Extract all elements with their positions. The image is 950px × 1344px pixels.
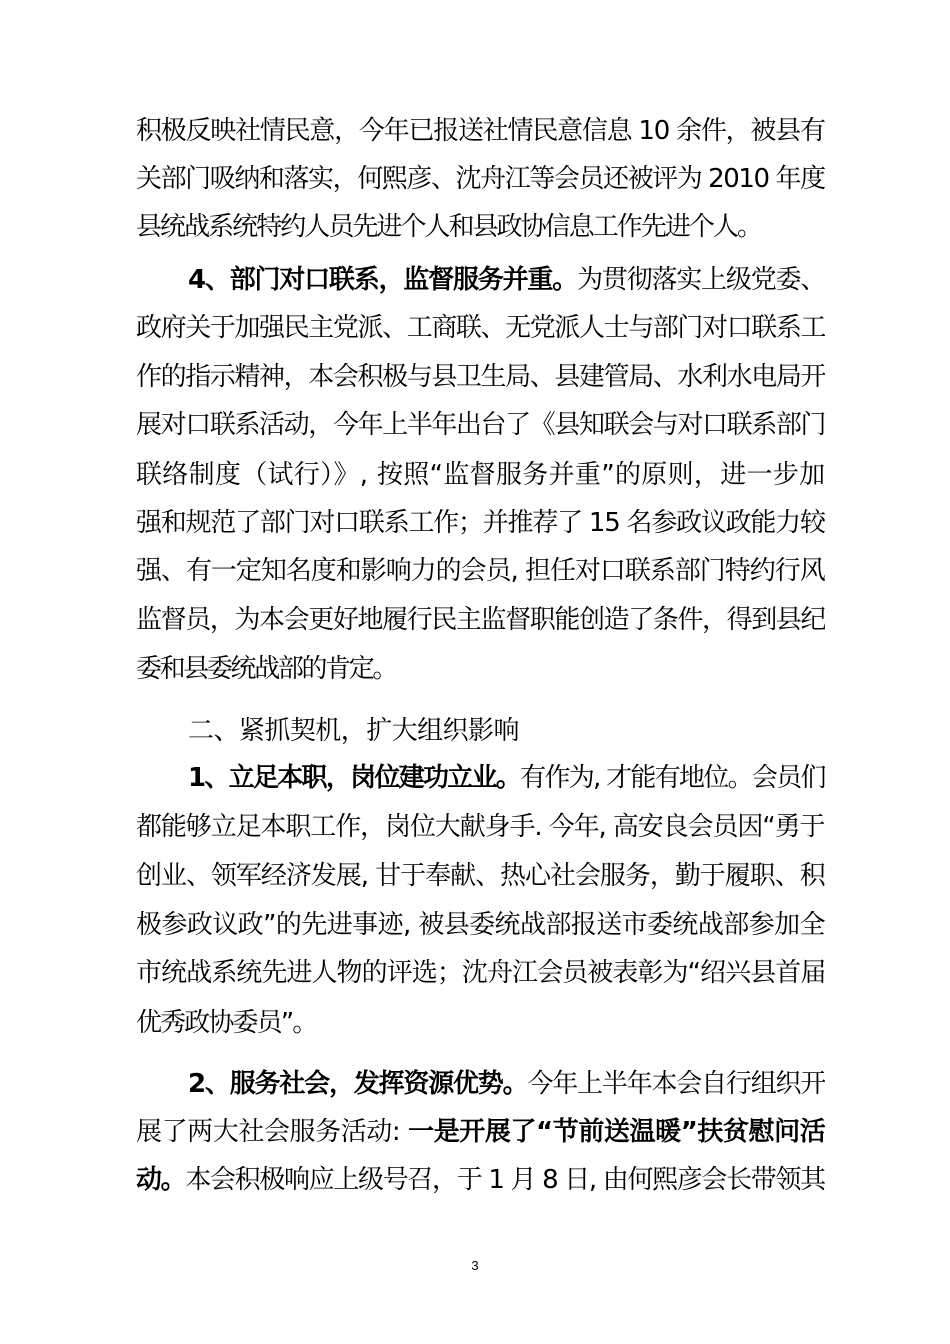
text-line	[188, 1064, 825, 1104]
bold-text-run: 动。	[136, 1165, 186, 1195]
text-run: 委和县委统战部的肯定。	[136, 654, 397, 684]
text-line	[136, 1003, 316, 1043]
text-run: 关部门吸纳和落实，何熙彦、沈舟江等会员还被评为 2010 年度	[136, 164, 825, 194]
bold-text-run: 4、部门对口联系，监督服务并重。	[188, 265, 578, 295]
text-run: 县统战系统特约人员先进个人和县政协信息工作先进个人。	[136, 212, 762, 242]
text-run: 强和规范了部门对口联系工作；并推荐了 15 名参政议政能力较	[136, 508, 825, 538]
text-line	[188, 711, 519, 751]
text-run: 优秀政协委员”。	[136, 1008, 317, 1038]
text-line	[136, 856, 825, 896]
text-run: 二、紧抓契机，扩大组织影响	[188, 716, 519, 746]
text-line	[136, 649, 396, 689]
text-run: 联络制度（试行）》, 按照“监督服务并重”的原则，进一步加	[136, 460, 826, 490]
text-line	[136, 1160, 825, 1200]
text-run: 本会积极响应上级号召，于 1 月 8 日, 由何熙彦会长带领其	[185, 1165, 825, 1195]
text-line	[136, 953, 825, 993]
bold-text-run: 一是开展了“节前送温暖”扶贫慰问活	[408, 1117, 826, 1147]
bold-text-run: 1、立足本职，岗位建功立业。	[188, 763, 521, 793]
text-run: 创业、领军经济发展, 甘于奉献、热心社会服务，勤于履职、积	[136, 861, 825, 891]
text-line	[136, 207, 761, 247]
text-run: 有作为, 才能有地位。会员们	[520, 763, 825, 793]
text-run: 市统战系统先进人物的评选；沈舟江会员被表彰为“绍兴县首届	[136, 958, 826, 988]
text-line	[136, 405, 825, 445]
text-line	[188, 260, 825, 300]
text-run: 极参政议政”的先进事迹, 被县委统战部报送市委统战部参加全	[136, 910, 825, 940]
text-run: 展对口联系活动，今年上半年出台了《县知联会与对口联系部门	[136, 410, 826, 440]
text-run: 强、有一定知名度和影响力的会员, 担任对口联系部门特约行风	[136, 556, 825, 586]
text-run: 都能够立足本职工作，岗位大献身手. 今年, 高安良会员因“勇于	[136, 812, 825, 842]
text-run: 积极反映社情民意，今年已报送社情民意信息 10 余件，被县有	[136, 116, 825, 146]
page-number: 3	[471, 1258, 479, 1273]
text-line	[136, 308, 825, 348]
text-line	[136, 357, 825, 397]
text-line	[136, 905, 825, 945]
text-line	[136, 503, 825, 543]
text-run: 政府关于加强民主党派、工商联、无党派人士与部门对口联系工	[136, 313, 826, 343]
text-line	[136, 551, 825, 591]
text-line	[136, 600, 825, 640]
text-run: 展了两大社会服务活动:	[136, 1117, 409, 1147]
text-line	[136, 807, 824, 847]
text-run: 今年上半年本会自行组织开	[527, 1069, 826, 1099]
text-run: 作的指示精神，本会积极与县卫生局、县建管局、水利水电局开	[136, 362, 826, 392]
bold-text-run: 2、服务社会，发挥资源优势。	[188, 1069, 528, 1099]
text-run: 监督员，为本会更好地履行民主监督职能创造了条件，得到县纪	[136, 605, 826, 635]
text-line	[136, 455, 825, 495]
text-line	[136, 111, 825, 151]
text-line	[136, 159, 825, 199]
text-run: 为贯彻落实上级党委、	[577, 265, 826, 295]
text-line	[136, 1112, 825, 1152]
text-line	[188, 758, 825, 798]
